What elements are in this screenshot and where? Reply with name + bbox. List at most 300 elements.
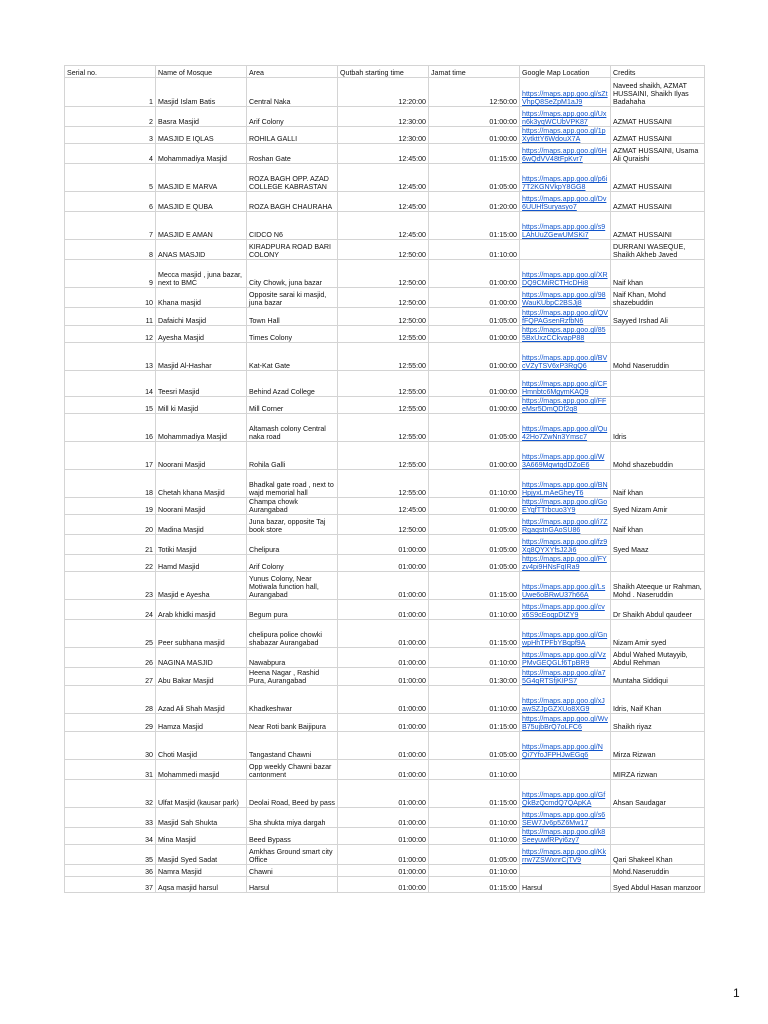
table-row	[65, 288, 705, 308]
cell-jamat-time: 01:15:00	[429, 620, 520, 648]
table-row	[65, 877, 705, 893]
cell-google-map-location	[520, 498, 611, 515]
cell-credits: Sayyed Irshad Ali	[611, 308, 705, 326]
cell-qutbah-time: 12:50:00	[338, 515, 429, 535]
table-row	[65, 732, 705, 760]
cell-qutbah-time: 12:45:00	[338, 498, 429, 515]
cell-serial-no: 13	[65, 343, 156, 371]
cell-mosque-name: Aqsa masjid harsul	[156, 877, 247, 893]
cell-mosque-name: Dafaichi Masjid	[156, 308, 247, 326]
cell-credits: AZMAT HUSSAINI	[611, 107, 705, 127]
cell-credits: AZMAT HUSSAINI	[611, 192, 705, 212]
cell-qutbah-time: 01:00:00	[338, 600, 429, 620]
cell-area: Champa chowk Aurangabad	[247, 498, 338, 515]
cell-serial-no: 6	[65, 192, 156, 212]
cell-serial-no: 22	[65, 555, 156, 572]
cell-area: Behind Azad College	[247, 371, 338, 397]
map-link[interactable]: https://maps.app.goo.gl/Uxn6k3yqWCUbVPK87	[522, 110, 607, 126]
cell-jamat-time: 01:00:00	[429, 288, 520, 308]
cell-mosque-name: Peer subhana masjid	[156, 620, 247, 648]
map-link[interactable]: https://maps.app.goo.gl/855BxUxzCCkvapP88	[522, 326, 606, 342]
cell-qutbah-time: 12:55:00	[338, 371, 429, 397]
cell-google-map-location	[520, 212, 611, 240]
cell-credits: Mirza Rizwan	[611, 732, 705, 760]
cell-mosque-name: Totiki Masjid	[156, 535, 247, 555]
cell-area: Chawni	[247, 865, 338, 877]
map-link[interactable]: https://maps.app.goo.gl/FFeMsr5DmQDf2q8	[522, 397, 607, 413]
cell-jamat-time: 01:10:00	[429, 808, 520, 828]
cell-serial-no: 18	[65, 470, 156, 498]
cell-credits: Naif khan	[611, 260, 705, 288]
cell-credits: DURRANI WASEQUE, Shaikh Akheb Javed	[611, 240, 705, 260]
cell-jamat-time: 01:15:00	[429, 714, 520, 732]
cell-serial-no: 5	[65, 164, 156, 192]
cell-jamat-time: 01:10:00	[429, 828, 520, 845]
cell-credits: Naif khan	[611, 515, 705, 535]
cell-mosque-name: Madina Masjid	[156, 515, 247, 535]
cell-serial-no: 10	[65, 288, 156, 308]
cell-serial-no: 16	[65, 414, 156, 442]
cell-credits: Syed Nizam Amir	[611, 498, 705, 515]
table-row	[65, 240, 705, 260]
cell-mosque-name: Mohammedi masjid	[156, 760, 247, 780]
cell-serial-no: 21	[65, 535, 156, 555]
cell-jamat-time: 01:05:00	[429, 515, 520, 535]
cell-qutbah-time: 01:00:00	[338, 714, 429, 732]
map-link[interactable]: https://maps.app.goo.gl/GoEYqfTTrbcuo3Y9	[522, 498, 608, 514]
cell-google-map-location	[520, 260, 611, 288]
table-row	[65, 515, 705, 535]
cell-google-map-location	[520, 600, 611, 620]
cell-jamat-time: 12:50:00	[429, 78, 520, 107]
cell-credits: AZMAT HUSSAINI	[611, 127, 705, 144]
cell-mosque-name: ANAS MASJID	[156, 240, 247, 260]
cell-qutbah-time: 01:00:00	[338, 780, 429, 808]
cell-credits: Muntaha Siddiqui	[611, 668, 705, 686]
cell-jamat-time: 01:15:00	[429, 780, 520, 808]
cell-jamat-time: 01:05:00	[429, 414, 520, 442]
cell-google-map-location	[520, 572, 611, 600]
cell-mosque-name: Ulfat Masjid (kausar park)	[156, 780, 247, 808]
cell-mosque-name: Namra Masjid	[156, 865, 247, 877]
cell-area: Arif Colony	[247, 555, 338, 572]
cell-area: ROHILA GALLI	[247, 127, 338, 144]
cell-mosque-name: Masjid Syed Sadat	[156, 845, 247, 865]
cell-serial-no: 32	[65, 780, 156, 808]
cell-jamat-time: 01:00:00	[429, 397, 520, 414]
map-link[interactable]: https://maps.app.goo.gl/k8SeeyuwfRPyi6zy7	[522, 828, 606, 844]
cell-google-map-location	[520, 288, 611, 308]
cell-serial-no: 29	[65, 714, 156, 732]
table-row	[65, 760, 705, 780]
cell-jamat-time: 01:00:00	[429, 442, 520, 470]
cell-area: Harsul	[247, 877, 338, 893]
cell-serial-no: 14	[65, 371, 156, 397]
cell-qutbah-time: 01:00:00	[338, 572, 429, 600]
cell-mosque-name: Basra Masjid	[156, 107, 247, 127]
cell-google-map-location	[520, 107, 611, 127]
header-area: Area	[247, 66, 338, 78]
cell-google-map-location	[520, 192, 611, 212]
cell-credits: Qari Shakeel Khan	[611, 845, 705, 865]
cell-serial-no: 34	[65, 828, 156, 845]
cell-mosque-name: Ayesha Masjid	[156, 326, 247, 343]
table-row	[65, 780, 705, 808]
cell-credits: Naveed shaikh, AZMAT HUSSAINI, Shaikh Ilyas Badahaha	[611, 78, 705, 107]
header-name-of-mosque: Name of Mosque	[156, 66, 247, 78]
cell-area: Beed Bypass	[247, 828, 338, 845]
header-row	[65, 66, 705, 78]
cell-mosque-name: Mill ki Masjid	[156, 397, 247, 414]
cell-jamat-time: 01:05:00	[429, 732, 520, 760]
cell-area: CIDCO N6	[247, 212, 338, 240]
map-link[interactable]: https://maps.app.goo.gl/xJawSZJpGZXUo8XG9	[522, 697, 605, 713]
cell-mosque-name: Mina Masjid	[156, 828, 247, 845]
cell-area: Juna bazar, opposite Taj book store	[247, 515, 338, 535]
map-link[interactable]: https://maps.app.goo.gl/BVcVZyTSV6xP3RgQ6	[522, 354, 608, 370]
map-link[interactable]: https://maps.app.goo.gl/GfQkBzQcmdQ7QApKA	[522, 791, 606, 807]
cell-area: Opposite sarai ki masjid, juna bazar	[247, 288, 338, 308]
cell-serial-no: 12	[65, 326, 156, 343]
table-body	[65, 78, 705, 893]
table-row	[65, 498, 705, 515]
cell-jamat-time: 01:00:00	[429, 371, 520, 397]
cell-qutbah-time: 01:00:00	[338, 877, 429, 893]
map-link[interactable]: https://maps.app.goo.gl/s6SEW7Jv6p5Z6Mw17	[522, 811, 606, 827]
cell-mosque-name: MASJID E AMAN	[156, 212, 247, 240]
cell-mosque-name: Hamd Masjid	[156, 555, 247, 572]
table-row	[65, 865, 705, 877]
cell-area: Heena Nagar , Rashid Pura, Aurangabad	[247, 668, 338, 686]
cell-google-map-location	[520, 668, 611, 686]
cell-jamat-time: 01:10:00	[429, 648, 520, 668]
cell-credits: Shaikh riyaz	[611, 714, 705, 732]
map-link[interactable]: https://maps.app.goo.gl/NQi7YfoJFPHJwEGq6	[522, 743, 603, 759]
cell-credits: Naif Khan, Mohd shazebuddin	[611, 288, 705, 308]
page-number: 1	[733, 986, 740, 1000]
cell-jamat-time: 01:15:00	[429, 877, 520, 893]
cell-qutbah-time: 12:45:00	[338, 192, 429, 212]
cell-google-map-location	[520, 326, 611, 343]
cell-serial-no: 23	[65, 572, 156, 600]
cell-credits	[611, 828, 705, 845]
table-row	[65, 308, 705, 326]
cell-google-map-location	[520, 808, 611, 828]
cell-credits: AZMAT HUSSAINI	[611, 164, 705, 192]
cell-qutbah-time: 01:00:00	[338, 535, 429, 555]
cell-area: Nawabpura	[247, 648, 338, 668]
cell-area: Yunus Colony, Near Motiwala function hall, Aurangabad	[247, 572, 338, 600]
cell-area: Bhadkal gate road , next to wajd memorial hall	[247, 470, 338, 498]
cell-google-map-location	[520, 620, 611, 648]
cell-serial-no: 1	[65, 78, 156, 107]
cell-google-map-location	[520, 535, 611, 555]
cell-area: Mill Corner	[247, 397, 338, 414]
cell-qutbah-time: 01:00:00	[338, 648, 429, 668]
table-row	[65, 808, 705, 828]
cell-credits: Syed Maaz	[611, 535, 705, 555]
cell-area: Kat-Kat Gate	[247, 343, 338, 371]
cell-google-map-location	[520, 828, 611, 845]
cell-credits	[611, 808, 705, 828]
cell-credits: Ahsan Saudagar	[611, 780, 705, 808]
map-link[interactable]: https://maps.app.goo.gl/LsUwe6oBRwU37h66A	[522, 583, 606, 599]
cell-mosque-name: Hamza Masjid	[156, 714, 247, 732]
cell-qutbah-time: 01:00:00	[338, 668, 429, 686]
table-row	[65, 535, 705, 555]
cell-credits	[611, 326, 705, 343]
map-link[interactable]: https://maps.app.goo.gl/i7ZRgaqstnGAoSU86	[522, 518, 608, 534]
cell-credits: Naif khan	[611, 470, 705, 498]
cell-mosque-name: Masjid e Ayesha	[156, 572, 247, 600]
cell-serial-no: 11	[65, 308, 156, 326]
header-serial-no: Serial no.	[65, 66, 156, 78]
cell-jamat-time: 01:00:00	[429, 107, 520, 127]
cell-mosque-name: Masjid Sah Shukta	[156, 808, 247, 828]
cell-qutbah-time: 01:00:00	[338, 845, 429, 865]
cell-google-map-location	[520, 555, 611, 572]
table-row	[65, 164, 705, 192]
cell-mosque-name: Arab khidki masjid	[156, 600, 247, 620]
cell-serial-no: 30	[65, 732, 156, 760]
cell-area: Town Hall	[247, 308, 338, 326]
table-row	[65, 555, 705, 572]
cell-jamat-time: 01:10:00	[429, 470, 520, 498]
cell-credits: AZMAT HUSSAINI, Usama Ali Quraishi	[611, 144, 705, 164]
cell-qutbah-time: 01:00:00	[338, 760, 429, 780]
cell-mosque-name: Mecca masjid , juna bazar, next to BMC	[156, 260, 247, 288]
cell-credits: Mohd shazebuddin	[611, 442, 705, 470]
cell-serial-no: 20	[65, 515, 156, 535]
cell-serial-no: 9	[65, 260, 156, 288]
cell-google-map-location	[520, 78, 611, 107]
cell-qutbah-time: 01:00:00	[338, 686, 429, 714]
cell-area: Altamash colony Central naka road	[247, 414, 338, 442]
cell-jamat-time: 01:00:00	[429, 498, 520, 515]
cell-area: KIRADPURA ROAD BARI COLONY	[247, 240, 338, 260]
cell-area: Opp weekly Chawni bazar cantonment	[247, 760, 338, 780]
cell-serial-no: 28	[65, 686, 156, 714]
cell-qutbah-time: 12:55:00	[338, 442, 429, 470]
map-link[interactable]: https://maps.app.goo.gl/a75G4qRTSfjKIPS7	[522, 669, 606, 685]
cell-credits: AZMAT HUSSAINI	[611, 212, 705, 240]
cell-area: ROZA BAGH CHAURAHA	[247, 192, 338, 212]
cell-area: chelipura police chowki shabazar Aurangabad	[247, 620, 338, 648]
cell-google-map-location	[520, 343, 611, 371]
cell-area: Times Colony	[247, 326, 338, 343]
cell-serial-no: 36	[65, 865, 156, 877]
cell-jamat-time: 01:00:00	[429, 326, 520, 343]
table-row	[65, 668, 705, 686]
cell-google-map-location	[520, 648, 611, 668]
cell-serial-no: 7	[65, 212, 156, 240]
cell-google-map-location	[520, 164, 611, 192]
table-row	[65, 212, 705, 240]
map-link[interactable]: https://maps.app.goo.gl/W3A669MqwtqdDZoE6	[522, 453, 605, 469]
map-link[interactable]: https://maps.app.goo.gl/BNHpjyxLmAeGheyT6	[522, 481, 608, 497]
cell-serial-no: 37	[65, 877, 156, 893]
cell-google-map-location	[520, 240, 611, 260]
cell-qutbah-time: 12:55:00	[338, 414, 429, 442]
cell-google-map-location	[520, 414, 611, 442]
cell-qutbah-time: 01:00:00	[338, 828, 429, 845]
map-link[interactable]: https://maps.app.goo.gl/1pXytkttY6WdouX7A	[522, 127, 606, 143]
cell-jamat-time: 01:05:00	[429, 555, 520, 572]
table-row	[65, 470, 705, 498]
cell-serial-no: 31	[65, 760, 156, 780]
cell-mosque-name: MASJID E IQLAS	[156, 127, 247, 144]
cell-qutbah-time: 12:30:00	[338, 127, 429, 144]
cell-mosque-name: Masjid Islam Batis	[156, 78, 247, 107]
map-link[interactable]: https://maps.app.goo.gl/p6i7T2KGNVkpY8GG8	[522, 175, 608, 191]
table-row	[65, 714, 705, 732]
cell-jamat-time: 01:15:00	[429, 572, 520, 600]
cell-area: Near Roti bank Baijipura	[247, 714, 338, 732]
table-row	[65, 828, 705, 845]
map-link[interactable]: https://maps.app.goo.gl/s9LAhUuZGewUMSKi7	[522, 223, 606, 239]
cell-credits: Syed Abdul Hasan manzoor	[611, 877, 705, 893]
cell-qutbah-time: 12:45:00	[338, 144, 429, 164]
map-link[interactable]: https://maps.app.goo.gl/VzPMvGEQGLf6TpBR9	[522, 651, 606, 667]
map-link[interactable]: https://maps.app.goo.gl/cvx6S9cEoqpDtZY9	[522, 603, 605, 619]
cell-credits: Mohd Naseruddin	[611, 343, 705, 371]
cell-serial-no: 4	[65, 144, 156, 164]
cell-qutbah-time: 01:00:00	[338, 620, 429, 648]
cell-qutbah-time: 01:00:00	[338, 732, 429, 760]
cell-google-map-location	[520, 127, 611, 144]
map-link[interactable]: https://maps.app.goo.gl/sZtVhpQ8SeZpM1aJ9	[522, 90, 608, 106]
cell-area: Amkhas Ground smart city Office	[247, 845, 338, 865]
cell-qutbah-time: 01:00:00	[338, 865, 429, 877]
map-link[interactable]: https://maps.app.goo.gl/Qu42Ho7ZwNn3Ymsc7	[522, 425, 608, 441]
cell-area: ROZA BAGH OPP. AZAD COLLEGE KABRASTAN	[247, 164, 338, 192]
cell-credits	[611, 371, 705, 397]
table-row	[65, 127, 705, 144]
table-row	[65, 620, 705, 648]
map-link[interactable]: https://maps.app.goo.gl/GnwpHhTPFbYBqpf9A	[522, 631, 608, 647]
cell-serial-no: 2	[65, 107, 156, 127]
cell-google-map-location: Harsul	[520, 877, 611, 893]
cell-jamat-time: 01:10:00	[429, 686, 520, 714]
cell-google-map-location	[520, 686, 611, 714]
cell-mosque-name: Noorani Masjid	[156, 498, 247, 515]
cell-jamat-time: 01:00:00	[429, 260, 520, 288]
cell-mosque-name: MASJID E MARVA	[156, 164, 247, 192]
cell-qutbah-time: 12:45:00	[338, 212, 429, 240]
cell-area: Tangastand Chawni	[247, 732, 338, 760]
cell-credits	[611, 555, 705, 572]
cell-jamat-time: 01:05:00	[429, 308, 520, 326]
cell-credits: Dr Shaikh Abdul qaudeer	[611, 600, 705, 620]
map-link[interactable]: https://maps.app.goo.gl/QVfFQPAGsenRzfbN6	[522, 309, 608, 325]
cell-google-map-location	[520, 442, 611, 470]
table-row	[65, 371, 705, 397]
cell-area: Central Naka	[247, 78, 338, 107]
cell-mosque-name: Khana masjid	[156, 288, 247, 308]
table-row	[65, 845, 705, 865]
cell-jamat-time: 01:10:00	[429, 600, 520, 620]
table-row	[65, 260, 705, 288]
table-row	[65, 397, 705, 414]
cell-serial-no: 35	[65, 845, 156, 865]
header-google-map-location: Google Map Location	[520, 66, 611, 78]
cell-jamat-time: 01:05:00	[429, 845, 520, 865]
cell-google-map-location	[520, 470, 611, 498]
cell-area: Rohila Galli	[247, 442, 338, 470]
cell-serial-no: 8	[65, 240, 156, 260]
cell-serial-no: 25	[65, 620, 156, 648]
table-row	[65, 414, 705, 442]
cell-credits: Shaikh Ateeque ur Rahman, Mohd . Naseruddin	[611, 572, 705, 600]
table-row	[65, 144, 705, 164]
cell-google-map-location	[520, 865, 611, 877]
map-link[interactable]: https://maps.app.goo.gl/Dv6UUHfSuryasyo7	[522, 195, 607, 211]
cell-credits: Nizam Amir syed	[611, 620, 705, 648]
cell-qutbah-time: 12:55:00	[338, 343, 429, 371]
cell-qutbah-time: 12:55:00	[338, 397, 429, 414]
cell-mosque-name: Masjid Al-Hashar	[156, 343, 247, 371]
map-link[interactable]: https://maps.app.goo.gl/CFHmnbtc6MgymKAQ9	[522, 380, 608, 396]
map-link[interactable]: https://maps.app.goo.gl/WvB75ujbBrQ7oLFC6	[522, 715, 608, 731]
cell-credits: Idris, Naif Khan	[611, 686, 705, 714]
map-link[interactable]: https://maps.app.goo.gl/XRDQ9CMiRCTHcDHi8	[522, 271, 608, 287]
cell-qutbah-time: 01:00:00	[338, 555, 429, 572]
cell-area: Chelipura	[247, 535, 338, 555]
cell-qutbah-time: 12:20:00	[338, 78, 429, 107]
cell-mosque-name: Choti Masjid	[156, 732, 247, 760]
cell-serial-no: 26	[65, 648, 156, 668]
table-row	[65, 442, 705, 470]
map-link[interactable]: https://maps.app.goo.gl/Kkrrw7ZSWxnrCjTV9	[522, 848, 606, 864]
cell-jamat-time: 01:20:00	[429, 192, 520, 212]
header-qutbah-starting-time: Qutbah starting time	[338, 66, 429, 78]
table-row	[65, 78, 705, 107]
cell-google-map-location	[520, 371, 611, 397]
cell-mosque-name: NAGINA MASJID	[156, 648, 247, 668]
cell-mosque-name: Noorani Masjid	[156, 442, 247, 470]
map-link[interactable]: https://maps.app.goo.gl/FYzv4pi9HNsFqIRa9	[522, 555, 607, 571]
cell-google-map-location	[520, 732, 611, 760]
cell-google-map-location	[520, 515, 611, 535]
map-link[interactable]: https://maps.app.goo.gl/98WauKUbpC2BSJj8	[522, 291, 606, 307]
cell-jamat-time: 01:15:00	[429, 144, 520, 164]
cell-jamat-time: 01:30:00	[429, 668, 520, 686]
table-row	[65, 343, 705, 371]
cell-serial-no: 15	[65, 397, 156, 414]
table-row	[65, 648, 705, 668]
map-link[interactable]: https://maps.app.goo.gl/6H6wQdVV48tFpKvr7	[522, 147, 607, 163]
cell-area: Deolai Road, Beed by pass	[247, 780, 338, 808]
cell-credits: Abdul Wahed Mutayyib, Abdul Rehman	[611, 648, 705, 668]
table-row	[65, 107, 705, 127]
cell-area: Arif Colony	[247, 107, 338, 127]
cell-serial-no: 19	[65, 498, 156, 515]
table-row	[65, 326, 705, 343]
cell-qutbah-time: 12:55:00	[338, 326, 429, 343]
cell-jamat-time: 01:05:00	[429, 164, 520, 192]
header-credits: Credits	[611, 66, 705, 78]
cell-area: City Chowk, juna bazar	[247, 260, 338, 288]
cell-credits: Mohd.Naseruddin	[611, 865, 705, 877]
cell-qutbah-time: 01:00:00	[338, 808, 429, 828]
map-link[interactable]: https://maps.app.goo.gl/fz9Xq8QYXYfsJ2Ji6	[522, 538, 608, 554]
cell-google-map-location	[520, 397, 611, 414]
cell-qutbah-time: 12:50:00	[338, 260, 429, 288]
cell-jamat-time: 01:00:00	[429, 343, 520, 371]
table-row	[65, 572, 705, 600]
header-jamat-time: Jamat time	[429, 66, 520, 78]
table-row	[65, 192, 705, 212]
